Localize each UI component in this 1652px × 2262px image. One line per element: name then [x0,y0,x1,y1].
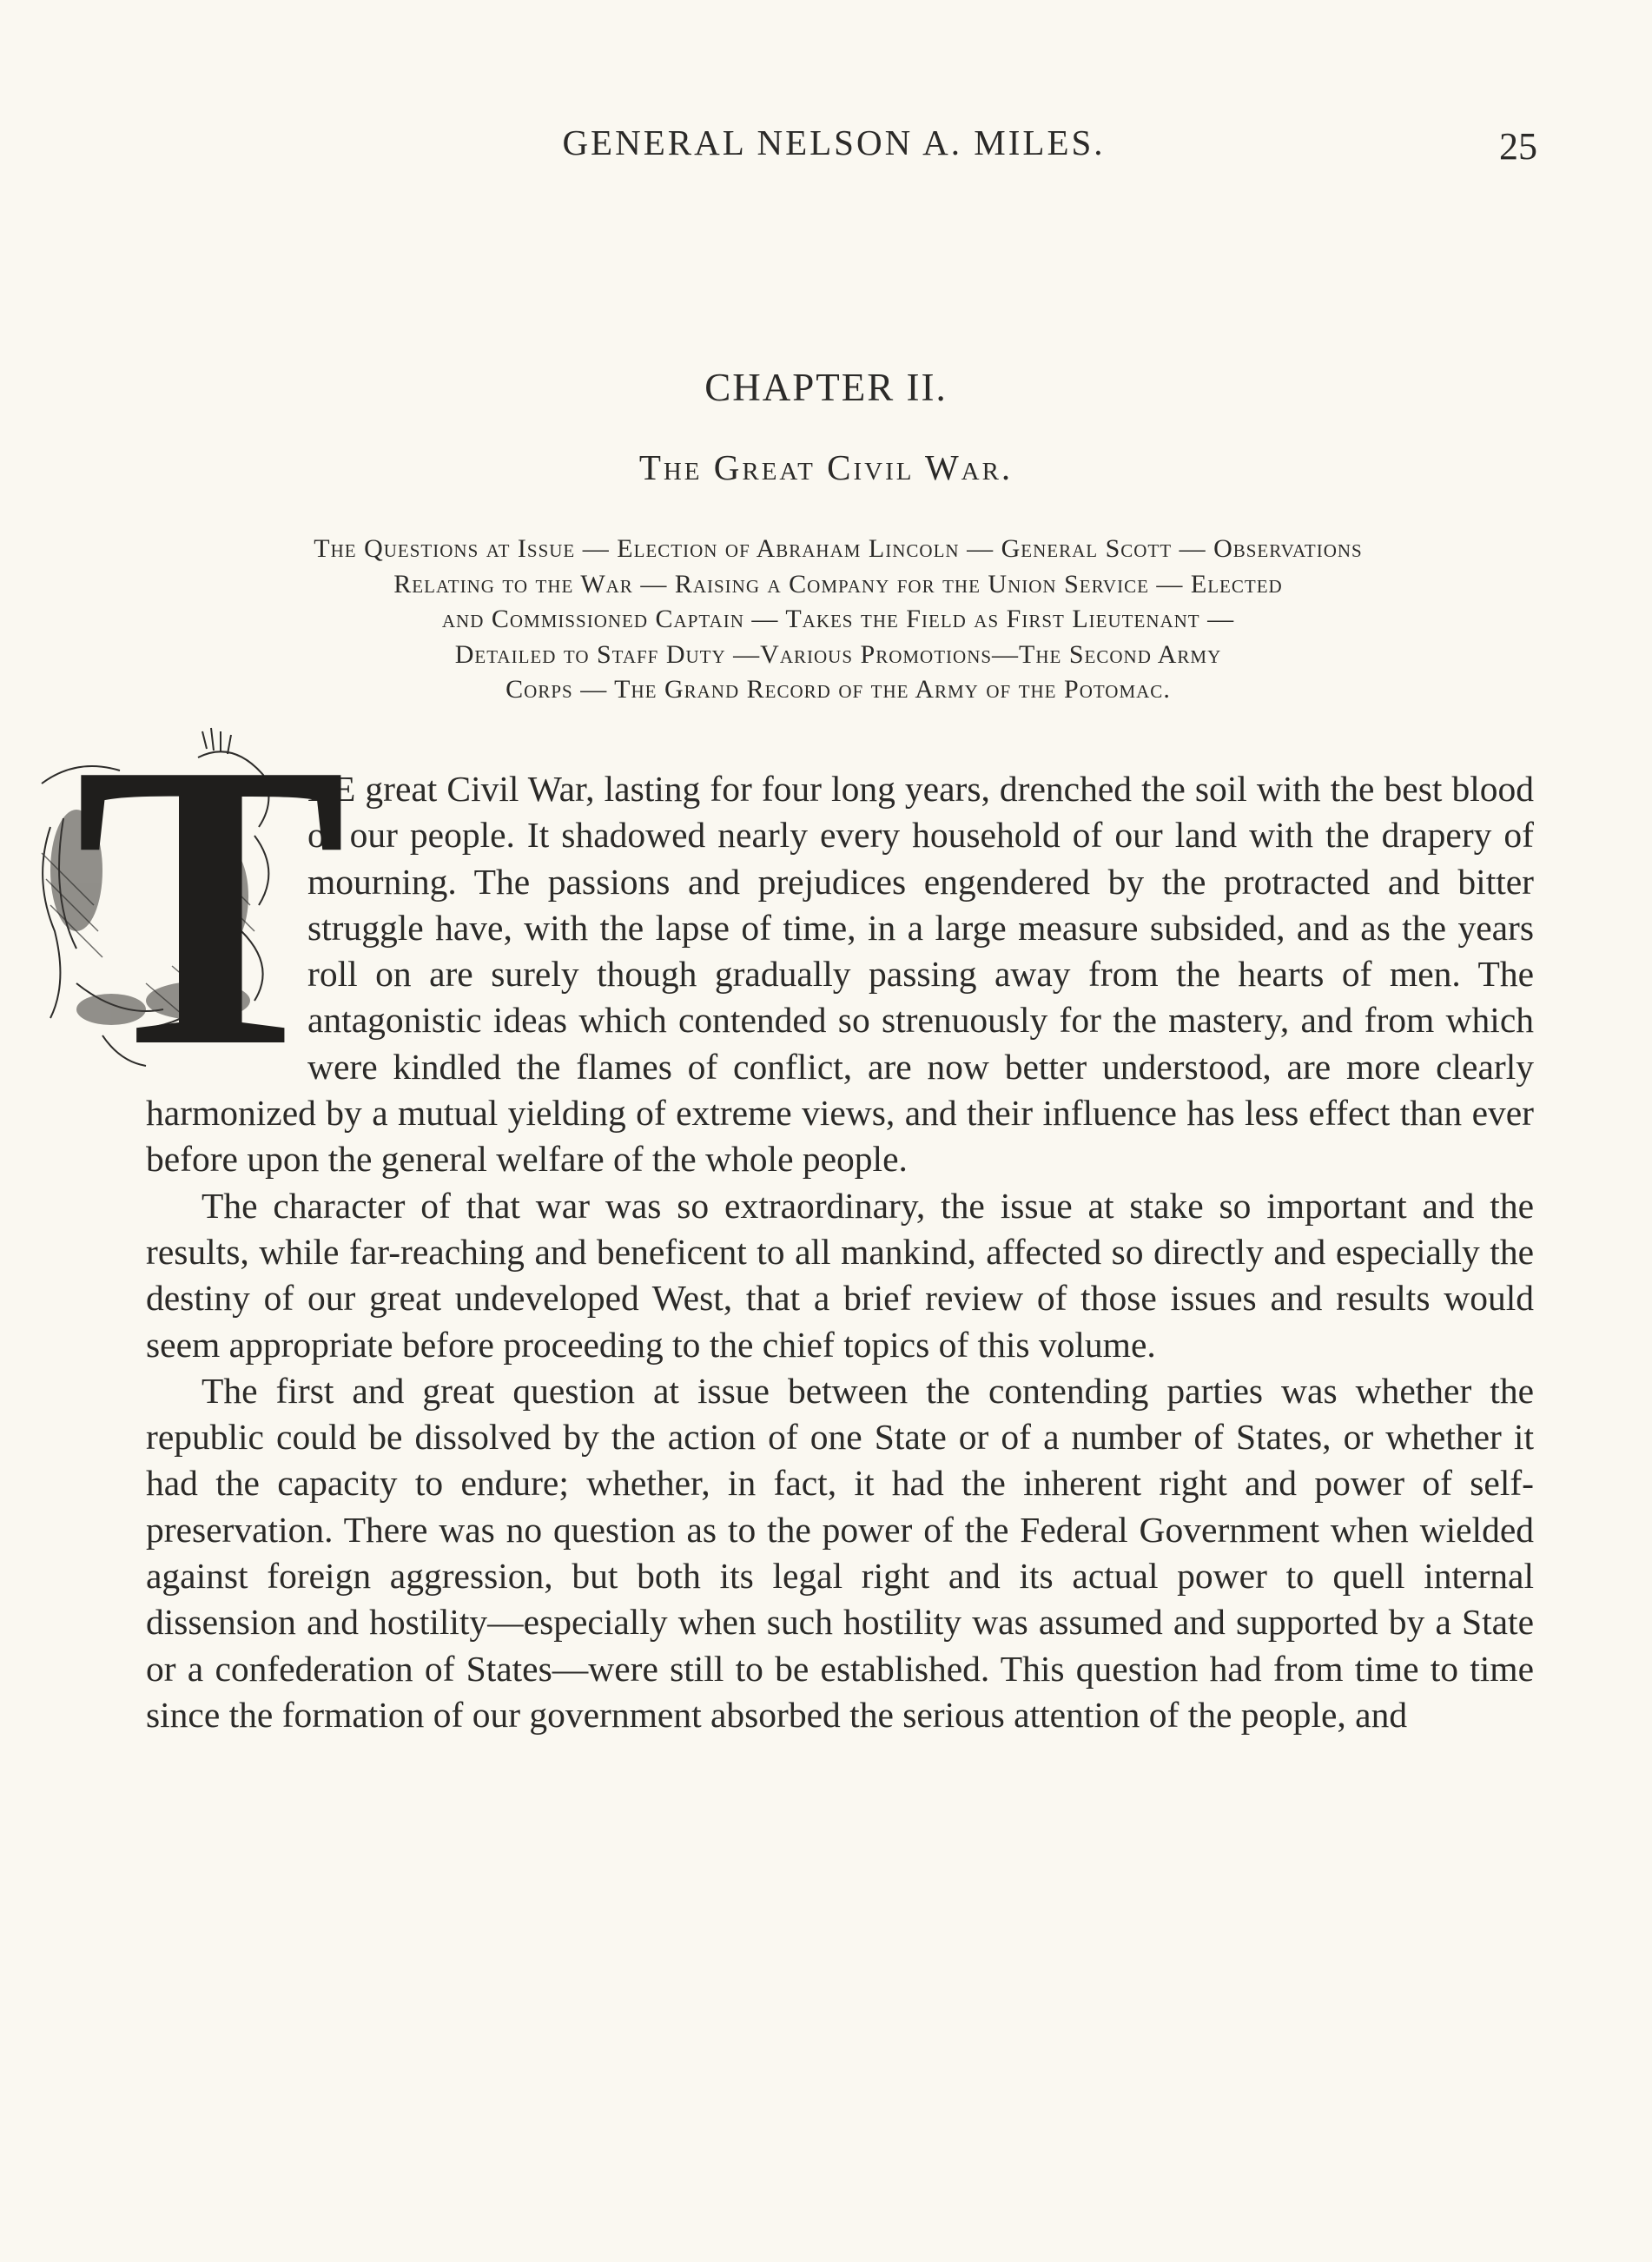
synopsis-line: and Commissioned Captain — Takes the Field as First Lieutenant — [441,605,1235,633]
paragraph-2: The character of that war was so extraordinary, the issue at stake so important and the results, while far-reaching and beneficent to all mankind, affected so directly and especially the destiny of our great undeveloped West, that a brief review of those issues and results would seem appropriate before proceeding to the chief topics of this volume. [146,1185,1534,1365]
drop-cap-letter: T [75,678,347,1131]
synopsis-line: Relating to the War — Raising a Company for the Union Service — Elected [393,569,1283,599]
synopsis-line: Detailed to Staff Duty —Various Promotions—The Second Army [454,639,1222,669]
running-head [130,111,1537,172]
chapter-number: CHAPTER II. [704,366,948,409]
chapter-title: The Great Civil War. [638,447,1014,487]
illustrated-drop-cap [24,678,347,1131]
synopsis-line: The Questions at Issue — Election of Abraham Lincoln — General Scott — Observations [314,534,1363,563]
page-number: 25 [1499,125,1537,168]
chapter-synopsis [143,532,1533,708]
paragraph-1-text: HE great Civil War, lasting for four long years, drenched the soil with the best blood of our people. It shadowed nearly every household of our land with the drapery of mourning. The passions and prejudices engendered by the protracted and bitter struggle have, with the lapse of time, in a large measure subsided, and as the years roll on are surely though gradually passing away from the hearts of men. The antagonistic ideas which contended so strenuously for the mastery, and from which were kindled the flames of conflict, are now better understood, are more clearly harmonized by a mutual yielding of extreme views, and their influence has less effect than ever before upon the general welfare of the whole people. [146,769,1534,1180]
running-title: GENERAL NELSON A. MILES. [562,122,1106,162]
paragraph-3: The first and great question at issue between the contending parties was whether the republic could be dissolved by the action of one State or of a number of States, or whether it had the capacity to endure; whether, in fact, it had the inherent right and power of self-preservation. There was no question as to the power of the Federal Government when wielded against foreign aggression, but both its legal right and its actual power to quell internal dissension and hostility—especially when such hostility was assumed and supported by a State or a confederation of States—were still to be established. This question had from time to time since the formation of our government absorbed the serious attention of the people, and [146,1370,1534,1735]
synopsis-line: Corps — The Grand Record of the Army of the Potomac. [506,675,1171,704]
